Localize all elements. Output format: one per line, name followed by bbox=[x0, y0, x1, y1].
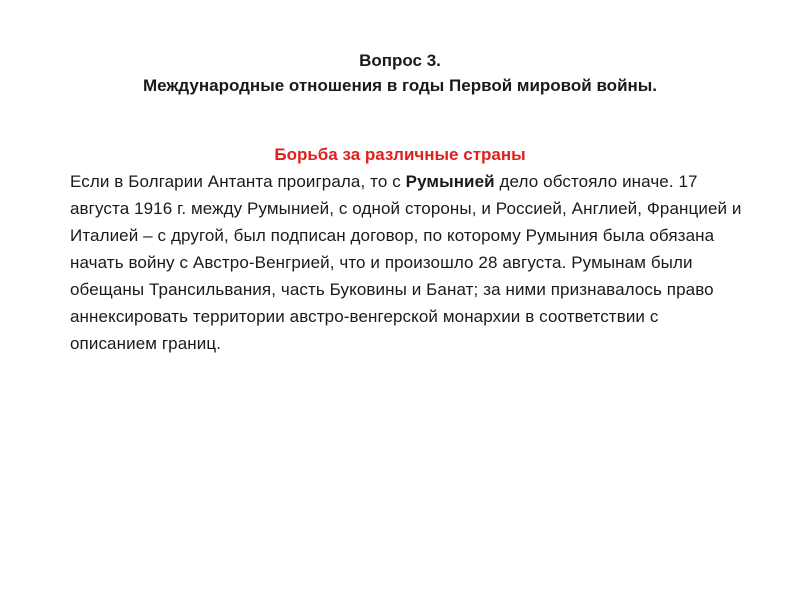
slide-title bbox=[0, 48, 800, 98]
body-text-rest: дело обстояло иначе. 17 августа 1916 г. между Румынией, с одной стороны, и Россией, Англией, Францией и Италией – с другой, был подписан договор, по которому Румыния была обязана начать войну с Австро-Венгрией, что и произошло 28 августа. Румынам были обещаны Трансильвания, часть Буковины и Банат; за ними признавалось право аннексировать территории австро-венгерской монархии в соответствии с описанием границ. bbox=[70, 172, 742, 353]
title-line-1: Вопрос 3. bbox=[359, 51, 441, 70]
title-line-2: Международные отношения в годы Первой мировой войны. bbox=[142, 76, 658, 95]
section-heading: Борьба за различные страны bbox=[274, 145, 526, 164]
body-text-start: Если в Болгарии Антанта проиграла, то с bbox=[70, 172, 406, 191]
body-paragraph bbox=[70, 168, 750, 357]
body-highlight: Румынией bbox=[405, 172, 495, 191]
